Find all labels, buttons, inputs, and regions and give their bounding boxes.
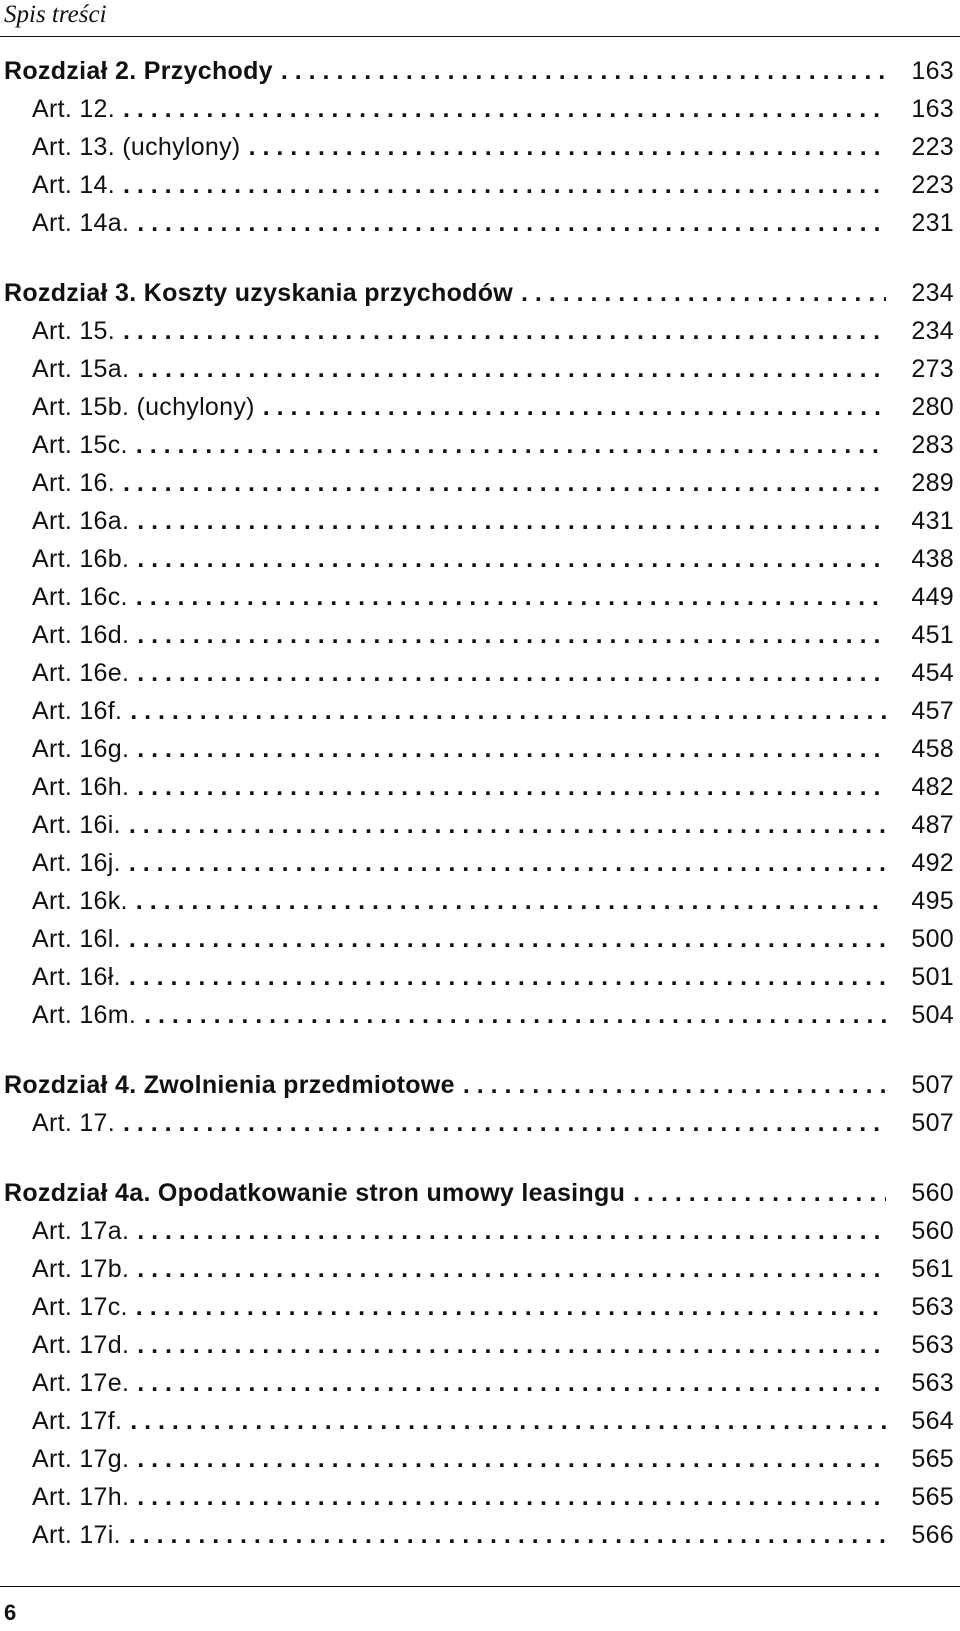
toc-article-entry[interactable] [0,616,960,654]
toc-article-entry[interactable] [0,426,960,464]
article-label: Art. 16h. [32,773,130,801]
article-label: Art. 16. [32,469,115,497]
article-label: Art. 16l. [32,925,121,953]
chapter-title: Rozdział 2. Przychody [4,57,273,85]
table-of-contents [0,52,960,1554]
toc-chapter [0,1174,960,1554]
chapter-page-number: 507 [911,1071,954,1099]
toc-article-entry[interactable] [0,388,960,426]
dot-leader [129,958,886,996]
article-label: Art. 17a. [32,1217,130,1245]
footer-rule [0,1586,960,1587]
dot-leader [463,1066,886,1104]
article-page-number: 563 [911,1293,954,1321]
article-label: Art. 12. [32,95,115,123]
toc-article-entry[interactable] [0,1104,960,1142]
article-page-number: 223 [911,133,954,161]
toc-chapter-heading[interactable] [0,1174,960,1212]
dot-leader [249,128,886,166]
dot-leader [129,1516,886,1554]
article-label: Art. 17b. [32,1255,130,1283]
toc-article-entry[interactable] [0,464,960,502]
dot-leader [129,806,886,844]
dot-leader [633,1174,886,1212]
toc-article-entry[interactable] [0,654,960,692]
toc-article-entry[interactable] [0,920,960,958]
toc-article-entry[interactable] [0,502,960,540]
article-page-number: 492 [911,849,954,877]
article-page-number: 560 [911,1217,954,1245]
toc-article-entry[interactable] [0,882,960,920]
article-label: Art. 15a. [32,355,130,383]
article-page-number: 289 [911,469,954,497]
article-label: Art. 17e. [32,1369,130,1397]
dot-leader [137,616,886,654]
chapter-title: Rozdział 4a. Opodatkowanie stron umowy leasingu [4,1179,626,1207]
article-label: Art. 16a. [32,507,130,535]
article-page-number: 504 [911,1001,954,1029]
toc-article-entry[interactable] [0,90,960,128]
article-label: Art. 15. [32,317,115,345]
article-label: Art. 14. [32,171,115,199]
article-page-number: 500 [911,925,954,953]
article-label: Art. 17g. [32,1445,130,1473]
article-label: Art. 16j. [32,849,121,877]
chapter-page-number: 560 [911,1179,954,1207]
dot-leader [137,1326,886,1364]
article-label: Art. 15c. [32,431,128,459]
article-label: Art. 16ł. [32,963,121,991]
article-page-number: 234 [911,317,954,345]
dot-leader [137,204,886,242]
article-label: Art. 16f. [32,697,123,725]
dot-leader [129,920,886,958]
article-label: Art. 17. [32,1109,115,1137]
toc-article-entry[interactable] [0,958,960,996]
article-page-number: 507 [911,1109,954,1137]
article-label: Art. 16m. [32,1001,137,1029]
header-rule [0,36,960,37]
article-page-number: 458 [911,735,954,763]
article-page-number: 564 [911,1407,954,1435]
article-page-number: 565 [911,1483,954,1511]
article-page-number: 431 [911,507,954,535]
article-page-number: 565 [911,1445,954,1473]
article-page-number: 438 [911,545,954,573]
dot-leader [136,578,886,616]
article-page-number: 501 [911,963,954,991]
chapter-page-number: 234 [911,279,954,307]
toc-chapter-heading[interactable] [0,52,960,90]
article-label: Art. 17i. [32,1521,121,1549]
dot-leader [137,350,886,388]
article-label: Art. 17f. [32,1407,123,1435]
dot-leader [136,1288,886,1326]
chapter-title: Rozdział 4. Zwolnienia przedmiotowe [4,1071,455,1099]
dot-leader [137,1212,886,1250]
article-page-number: 449 [911,583,954,611]
toc-article-entry[interactable] [0,844,960,882]
article-page-number: 561 [911,1255,954,1283]
article-page-number: 283 [911,431,954,459]
dot-leader [521,274,886,312]
dot-leader [137,768,886,806]
article-label: Art. 16c. [32,583,128,611]
toc-article-entry[interactable] [0,578,960,616]
toc-article-entry[interactable] [0,1288,960,1326]
toc-article-entry[interactable] [0,350,960,388]
chapter-title: Rozdział 3. Koszty uzyskania przychodów [4,279,514,307]
toc-article-entry[interactable] [0,1478,960,1516]
dot-leader [137,1478,886,1516]
dot-leader [137,1250,886,1288]
dot-leader [137,654,886,692]
article-label: Art. 17c. [32,1293,128,1321]
toc-article-entry[interactable] [0,128,960,166]
article-label: Art. 17h. [32,1483,130,1511]
article-page-number: 223 [911,171,954,199]
dot-leader [123,312,886,350]
article-page-number: 231 [911,209,954,237]
dot-leader [263,388,886,426]
article-page-number: 451 [911,621,954,649]
dot-leader [136,426,886,464]
article-page-number: 454 [911,659,954,687]
dot-leader [137,502,886,540]
toc-article-entry[interactable] [0,806,960,844]
dot-leader [123,464,886,502]
article-page-number: 566 [911,1521,954,1549]
toc-article-entry[interactable] [0,312,960,350]
toc-article-entry[interactable] [0,204,960,242]
toc-chapter-heading[interactable] [0,1066,960,1104]
article-page-number: 163 [911,95,954,123]
dot-leader [136,882,886,920]
dot-leader [130,1402,886,1440]
page-number: 6 [4,1600,17,1625]
dot-leader [137,1440,886,1478]
toc-article-entry[interactable] [0,1516,960,1554]
article-label: Art. 13. (uchylony) [32,133,241,161]
article-label: Art. 16g. [32,735,130,763]
toc-article-entry[interactable] [0,996,960,1034]
dot-leader [123,90,886,128]
toc-article-entry[interactable] [0,1402,960,1440]
article-label: Art. 14a. [32,209,130,237]
article-label: Art. 17d. [32,1331,130,1359]
dot-leader [144,996,886,1034]
toc-article-entry[interactable] [0,166,960,204]
dot-leader [130,692,886,730]
article-page-number: 457 [911,697,954,725]
dot-leader [281,52,886,90]
toc-article-entry[interactable] [0,1250,960,1288]
dot-leader [137,540,886,578]
running-header: Spis treści [4,1,107,28]
dot-leader [123,166,886,204]
toc-article-entry[interactable] [0,1326,960,1364]
toc-article-entry[interactable] [0,692,960,730]
toc-chapter [0,1066,960,1142]
article-page-number: 563 [911,1369,954,1397]
toc-article-entry[interactable] [0,1364,960,1402]
toc-article-entry[interactable] [0,540,960,578]
article-page-number: 273 [911,355,954,383]
article-page-number: 482 [911,773,954,801]
toc-article-entry[interactable] [0,1440,960,1478]
chapter-page-number: 163 [911,57,954,85]
article-label: Art. 16k. [32,887,128,915]
dot-leader [123,1104,886,1142]
toc-chapter [0,52,960,242]
article-label: Art. 16i. [32,811,121,839]
toc-article-entry[interactable] [0,730,960,768]
article-page-number: 487 [911,811,954,839]
toc-article-entry[interactable] [0,1212,960,1250]
dot-leader [137,730,886,768]
article-label: Art. 15b. (uchylony) [32,393,255,421]
article-page-number: 495 [911,887,954,915]
dot-leader [137,1364,886,1402]
article-page-number: 563 [911,1331,954,1359]
article-page-number: 280 [911,393,954,421]
toc-chapter [0,274,960,1034]
toc-article-entry[interactable] [0,768,960,806]
article-label: Art. 16e. [32,659,130,687]
article-label: Art. 16b. [32,545,130,573]
toc-chapter-heading[interactable] [0,274,960,312]
dot-leader [129,844,886,882]
article-label: Art. 16d. [32,621,130,649]
